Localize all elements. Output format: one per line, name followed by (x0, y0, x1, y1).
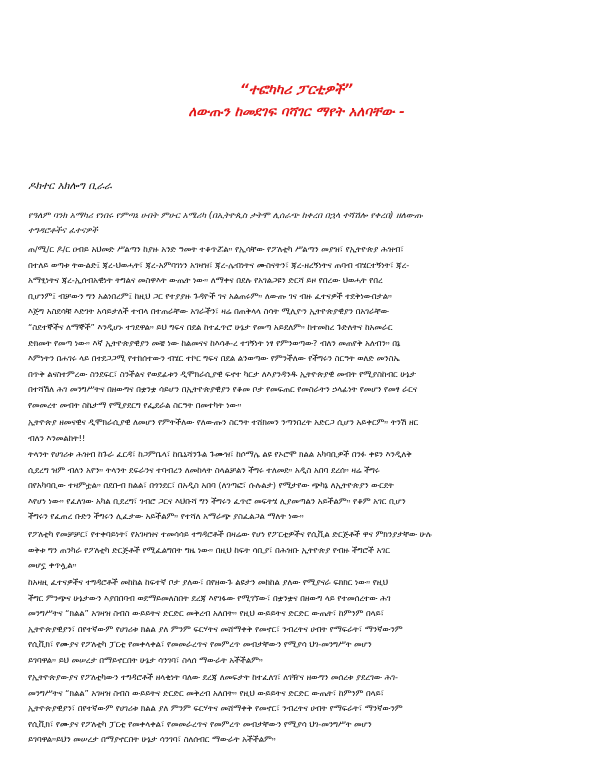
article-subtitle: ለውጡን ከመደገፍ ባሻገር ማየት አለባቸው - (188, 104, 405, 120)
paragraph-6 (28, 670, 568, 748)
article-title: “ተፎካካሪ ፓርቲዎች” (239, 82, 354, 98)
paragraph-1 (28, 242, 568, 414)
text-line: ብለን እንመልከት!! (28, 432, 86, 443)
text-line: ሲደረግ ዝም ብለን አየን። ትላንት ደፍራንና ተባብረን ለመከላት ስላልቻልን ችግሩ ተለመደ። አዲስ አበባ ደረሰ። ዛሬ ችግሩ (28, 464, 380, 475)
text-line: መሆኗ ቀጥሏል። (28, 560, 77, 571)
text-line: “ስደተኞችና ለማኞች” እንዲሆኑ ተገደዋል። ይህ ግፍና በደል ከተፈጥሮ ሁኔታ የመጣ አይደለም። ከተመከረ ጉድለትና ከአመራር (28, 321, 393, 332)
intro-line: የዓለም ባንክ አማካሪ የነበሩ የምጣኔ ሀብት ምሁር አሜሪካ (በኢትዮጲስ ታትሞ ሊሰራጭ ከቀረበ በኋላ ተሻሽሎ የቀረበ) ዘለውጡ (28, 211, 423, 221)
paragraph-5 (28, 575, 568, 669)
intro-note (28, 209, 568, 239)
text-line: ይገባዋል። ይህ መሠረታ በማይኖርበት ሁኔታ ሳንገባ፣ ስላሰ ማውራት አችችልም። (28, 654, 263, 665)
paragraph-3 (28, 447, 568, 525)
text-line: እጅግ አስደሳቹ እድገት አሳይታለች ተብላ በተጠራቸው አገራችን፣ ዛሬ በጠቅላላ ስሳት ሚሊዮን ኢትዮጵያዊያን በአገራቸው (28, 306, 389, 317)
text-line: የኢትዮጵያውያና የፖለቲካውን ተግዳሮቶች ዘላቂነት ባለው ደረጃ ለመፍታት ከተፈለገ፣ ለገዥና ዘውግን መሰረቱ ያደረገው ሕገ- (28, 672, 399, 682)
text-line: ችግሩን የፈጠረ ቡድን ችግሩን ሊፈታው አይችልም። የተሻለ አማራጭ ያስፈልጋል ማለት ነው። (28, 511, 304, 522)
text-line: የመመረተ መብት ስኬታማ የሚያደርግ የፌደራል ስርዓት በመተካት ነው። (28, 399, 242, 410)
text-line: የሲቪክ፣ የሙያና የፖለቲካ ፓርቲ የመቀላቀል፣ የመመራረጥና የመምረጥ መብታቸውን የሚያሳ ህገ-መንግሥት መሆን (28, 639, 372, 650)
text-line: ትላንት የሀገሪቱ ሕዝብ ከጉራ ፈርዳ፣ ከጋምቤላ፣ ከቤኒሻንጉል ጉሙዝ፣ ከሶማሌ ልዩ የኦሮሞ ክልል አካባቢዎች በንፉ ቀዩን እንዲለቅ (28, 449, 412, 459)
text-line: የፖለቲካ የመቻቻር፣ የተቀባይነት፣ የአገዛዝና ተመሳሳይ ተግዳሮቶች በዛሬው የሆነ የፖርቲዎችና የሲቪል ድርጅቶች ዋና ምክንያታቸው ሁሉ (28, 529, 432, 539)
text-line: በተለይ ወጣቱ ትውልድ፤ ጃረ-ህወሓት፣ ጃረ-አምባገነን አገዛዝ፣ ጃረ-ሌብነትና ሙስናትን፣ ጃረ-ዘረኝነትና ጠባብ ብሄርተኝነት፣ ጃረ- (28, 259, 410, 270)
text-line: ይገባዋል።ይህን መሠረታ በማያኖርበት ሁኔታ ሳንገባ፣ ስለሰብር ማውራት አችችልም። (28, 734, 276, 745)
text-line: በጥቅ ልናስተምረው ስንደፍር፣ ስንችልና የወደፊቱን ዲሞክራሲያዊ ፍኖተ ካርታ ለእያንዳንዱ ኢትዮጵያዊ መብት የሚያስከብር ሁኔታ (28, 368, 416, 379)
paragraph-4 (28, 527, 568, 574)
text-line: እየሆነ ነው። የፈለገው አካል ቢደረግ፣ ገብሮ ጋርና እህቡሻ ግን ችግሩን ፈጥሮ መፍትሄ ሊያመጣልን አይችልም። የቆም አገር ቢሆን (28, 495, 406, 506)
paragraph-2 (28, 415, 568, 446)
text-line: ከአዛዚ ፈተናዎችና ተግዳሮቶች መከከል ከፍተኛ ቦታ ያለው፣ በየዘውጉ ልዩታን መከከል ያለው የሚያናራ ፍክክር ነው። የዚህ (28, 577, 389, 587)
text-line: ድክመት የመጣ ነው። እኛ ኢትዮጵያዊያን መቼ ነው ከልመናና ከእሳቶ-ረ ተገኝነት ነፃ የምንወጣው? ብለን መጠየቅ አለብን። በኔ (28, 337, 401, 348)
text-line: ወቅቱ ግን ጠንካራ የፖለቲካ ድርጅቶች የሚፈልግበት ግዜ ነው። በዚህ ከፍት ሳቢያ፣ በሕዝቡ ኢትዮጵያ የብዙ ችግሮች አገር (28, 544, 390, 555)
text-line: ኢትዮጵያዊያን፣ በየተኛውም የሀገሪቱ ክልል ያለ ምንም ፍርሃትና መሸማቀቅ የመኖር፣ ንብረትና ሀብት የማፍራት፣ ማንኛውንም (28, 703, 403, 714)
text-line: በተሻሽለ ሕገ መንግሥትና በዘውግና በቋንቋ ሳይሆን በኢትዮጵያዊያን የቆመ ቦታ የመፍጠር የመስራትን ኃላፊነት የመሆን የመፃ ራርና (28, 384, 418, 395)
text-line: በየአካባቢው ተዛምቷል። በደቡብ ክልል፣ በጎንደር፣ በአዲስ አበባ (ለገጣፎ፣ ሱሉልታ) የሚታየው ጭካኔ ለኢትዮጵያን ውርደት (28, 480, 394, 491)
text-line: ጠ/ሚ/ር ዶ/ር ዐብይ አህመድ ሥልጣን ከያዙ አንድ ዓመት ተቆጥሯል። የኢሳቸው የፖለቲካ ሥልጣን መያዝ፣ የኢትዮጵያ ሕዝብ፣ (28, 244, 404, 254)
text-line: እምነትን በሐገሩ ላይ በተደጋጋሚ የተከሰተውን ብሄር ተኮር ግፍና በደል ልንወጣው የምንችለው የችግሩን ስርዓት ወለድ መንስኤ (28, 353, 400, 364)
text-line: ኢትዮጵያ ዘመናዊና ዲሞክራሲያዊ ለመሆን የምትችለው የለውጡን ስርዓት ተሸክመን ንጣንበረት አድርጋ ሲሆን አይቀርም። ትንሽ ዘር (28, 417, 419, 427)
text-line: መንግሥትና “ክልል” አገዛዝ ስብስ ውይይትና ድርድር መቅረብ አለበት። የዚህ ውይይትና ድርድር ውጤት፣ ከምንም በላይ፣ (28, 608, 384, 619)
text-line: ችግር ምንጭና ሁኔታውን እያበበባብ ወደማይመለስበት ደረጃ እየገፋው የሚገኘው፣ በቋንቋና በዘውግ ላይ የተመሰረተው ሕገ (28, 592, 391, 603)
author-name: ዶክተር አክሎግ ቢራራ (28, 180, 112, 192)
text-line: የሲቪክ፣ የሙያና የፖለቲካ ፓርቲ የመቀላቀል፣ የመመራረጥና የመምረጥ መብታቸውን የሚያሳ ህገ-መንግሥት መሆን (28, 718, 372, 729)
text-line: አማፂነትና ጃረ-ኢሰብአዊነት ትግልና መስዋእት ውጤት ነው። ለማቀና በደሉ የአገልጋዩን ድርሻ ይዞ የበረው ህወሓት የበረ (28, 275, 383, 286)
text-line: ቢሆንም፤ ብቻውን ግን አልነበረም፤ ከዚህ ጋር የተያያዙ ጉዳዮች ገና አልጠሩም። ለውጡ ገና ብዙ ፈተናዎች ተደቅነውበታል። (28, 290, 392, 301)
text-line: መንግሥትና “ክልል” አገዛዝ ስብስ ውይይትና ድርድር መቅረብ አለበት። የዚህ ውይይትና ድርድር ውጤት፣ ከምንም በላይ፣ (28, 687, 384, 698)
intro-line: ተግዳሮቶችና ፈተናዎች (28, 226, 98, 236)
text-line: ኢትዮጵያዊያን፣ በየተኛውም የሀገሪቱ ክልል ያለ ምንም ፍርሃትና መሸማቀቅ የመኖር፣ ንብረትና ሀብት የማፍራት፣ ማንኛውንም (28, 623, 403, 634)
